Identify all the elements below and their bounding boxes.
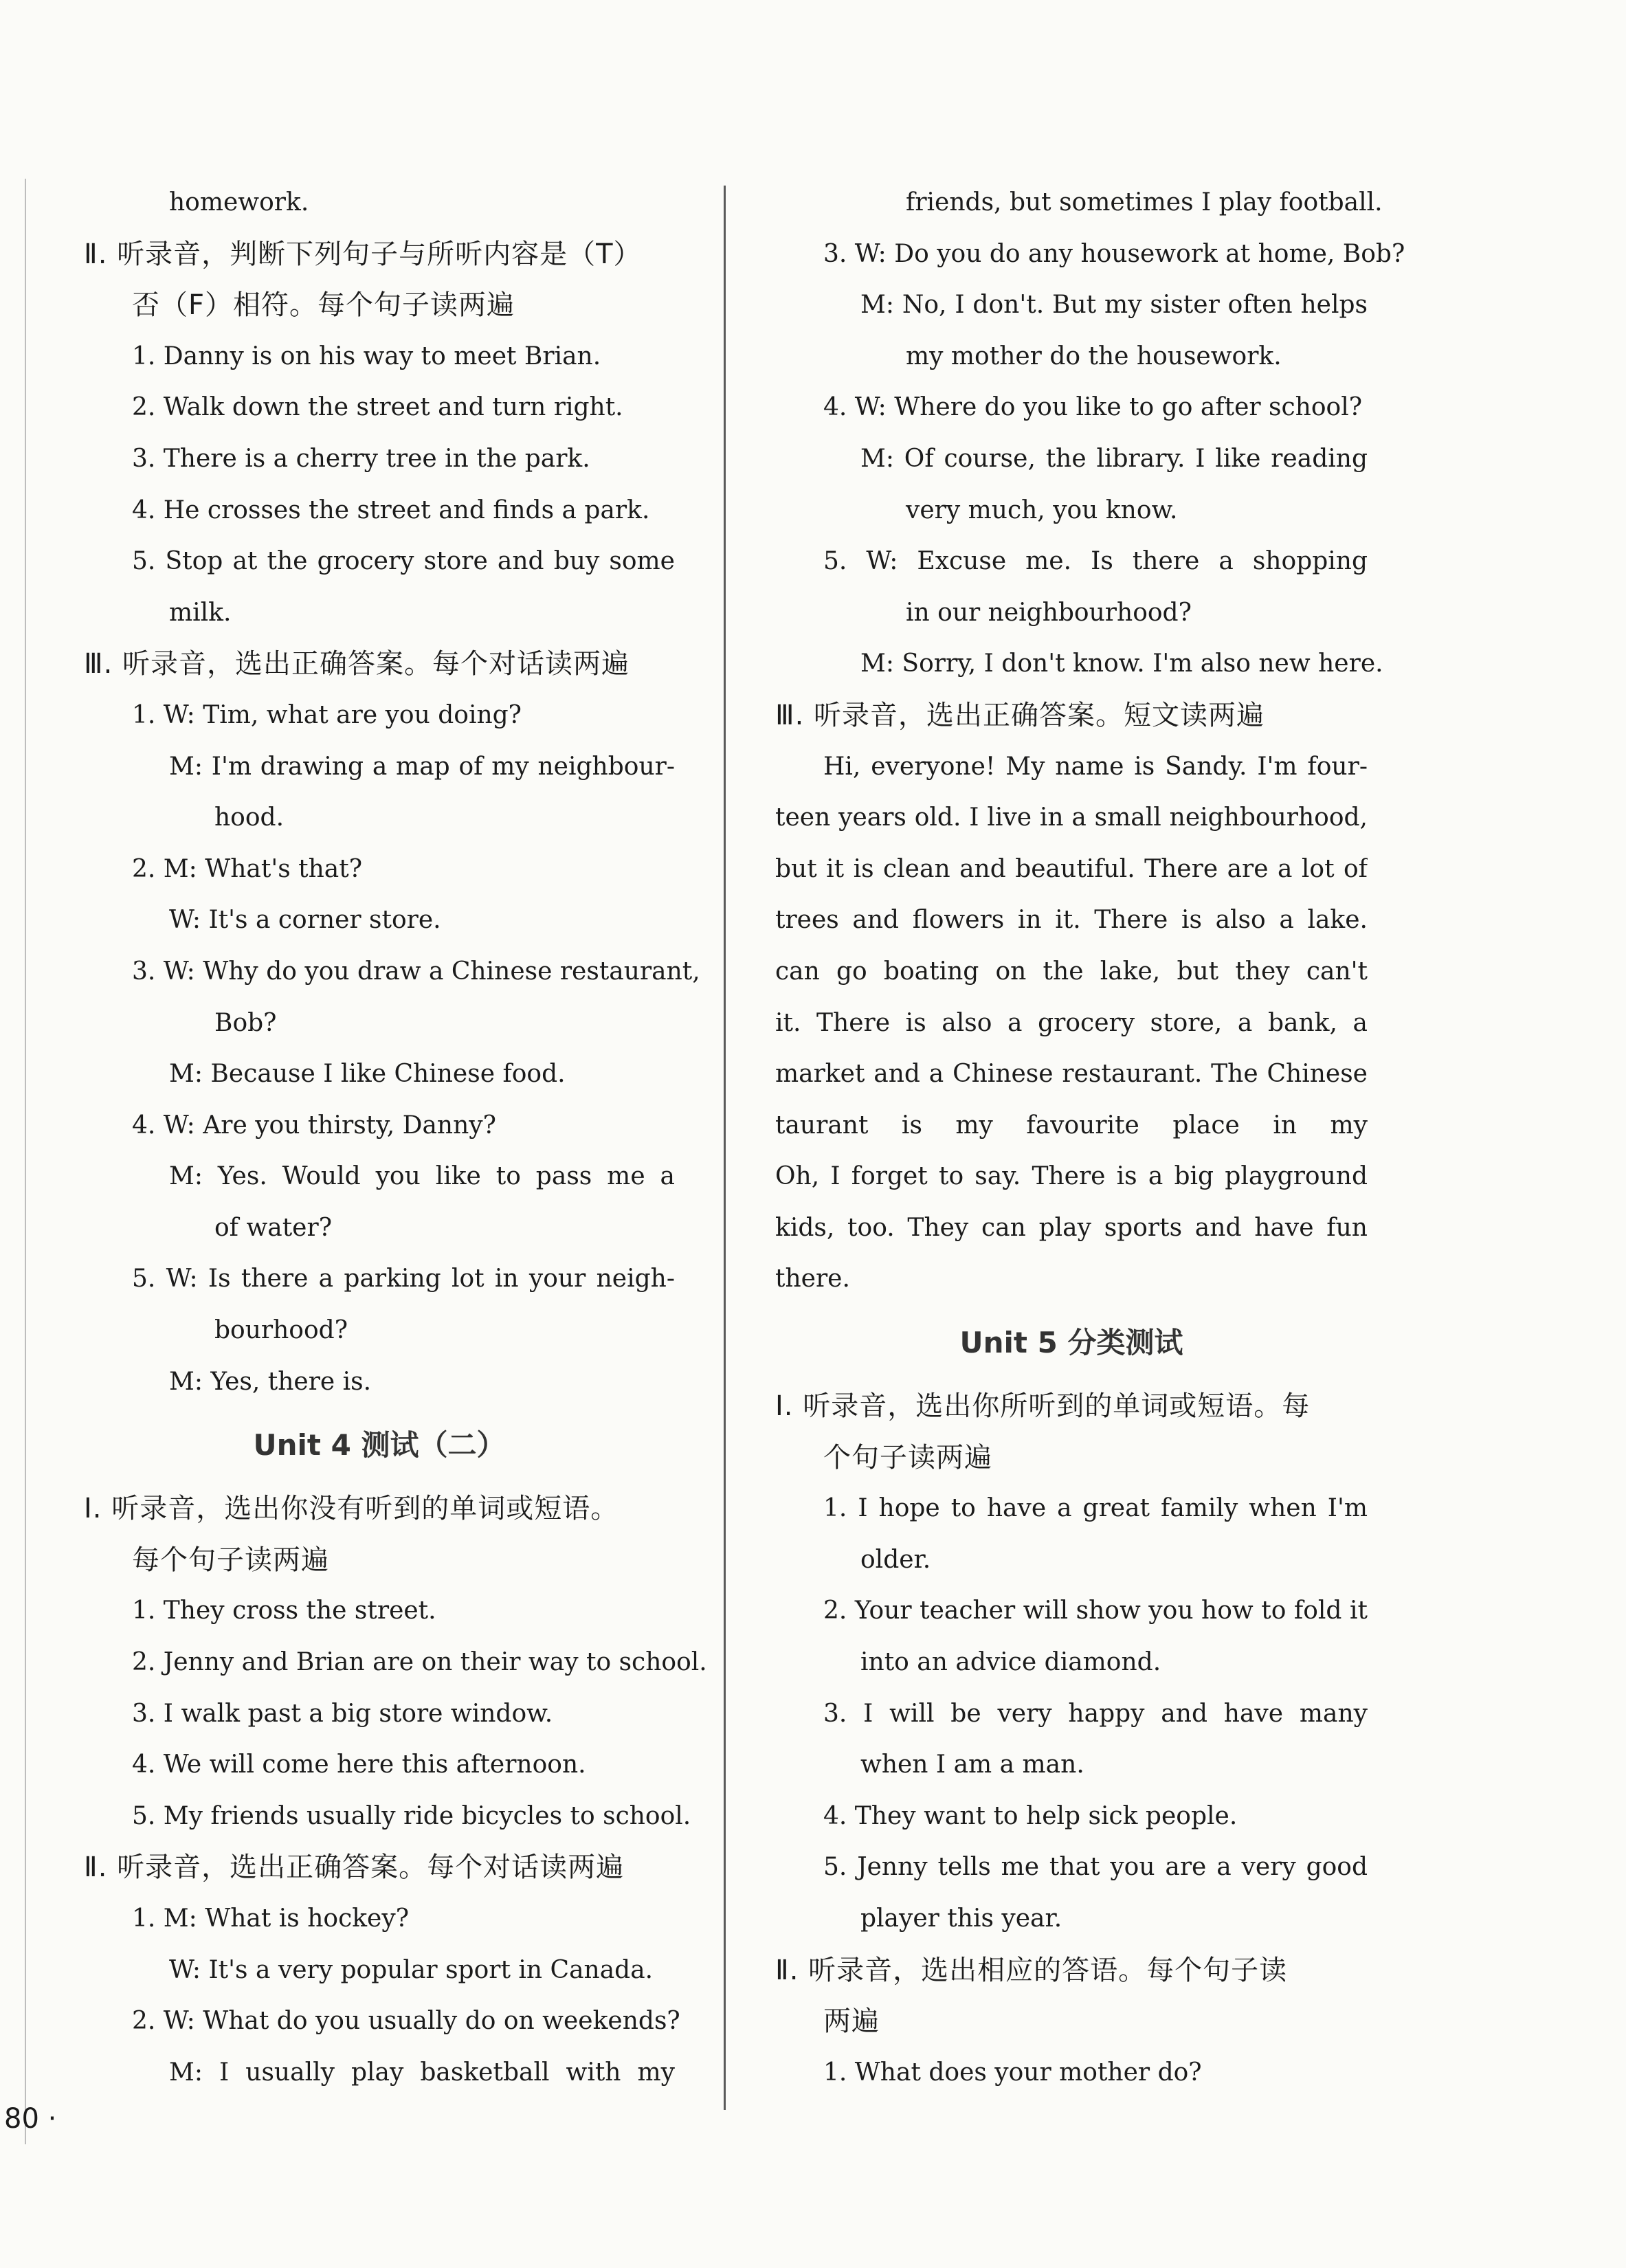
text-line: 4. W: Where do you like to go after school? [823,393,1363,422]
text-line: into an advice diamond. [860,1648,1161,1677]
text-line: of water? [214,1213,332,1242]
text-line: W: It's a corner store. [169,906,441,935]
text-line: M: No, I don't. But my sister often helps [860,291,1368,320]
text-line: player this year. [860,1904,1062,1933]
text-line: 2. Your teacher will show you how to fold it [823,1597,1368,1625]
text-line: M: Yes, there is. [169,1367,372,1396]
text-line: 1. Danny is on his way to meet Brian. [132,342,601,370]
right-column [775,177,1405,2098]
text-line: market and a Chinese restaurant. The Chinese [775,1060,1368,1089]
text-line: 3. I walk past a big store window. [132,1699,553,1728]
text-line: 2. M: What's that? [132,854,363,883]
unit-title: Unit 5 分类测试 [959,1326,1183,1360]
text-line: my mother do the housework. [906,342,1282,370]
section-heading: Ⅲ. 听录音，选出正确答案。每个对话读两遍 [84,648,630,680]
section-heading: Ⅰ. 听录音，选出你没有听到的单词或短语。 [84,1493,619,1525]
section-heading: Ⅱ. 听录音，选出正确答案。每个对话读两遍 [84,1852,625,1884]
text-line: 2. W: What do you usually do on weekends? [132,2007,680,2036]
text-line: there. [775,1265,850,1293]
text-line: it. There is also a grocery store, a bank, a [775,1008,1368,1037]
text-line: older. [860,1545,931,1574]
page-number: 80 · [4,2103,57,2135]
text-line: taurant is my favourite place in my [775,1111,1368,1139]
text-line: very much, you know. [906,496,1178,524]
text-line: 1. I hope to have a great family when I'm [823,1494,1368,1523]
section-heading: Ⅱ. 听录音，判断下列句子与所听内容是（T） [84,238,642,270]
section-heading: Ⅰ. 听录音，选出你所听到的单词或短语。每 [775,1390,1311,1423]
text-line: 3. I will be very happy and have many [823,1699,1368,1728]
section-heading: 每个句子读两遍 [132,1544,329,1576]
text-line: 1. W: Tim, what are you doing? [132,700,522,729]
text-line: Bob? [214,1008,277,1037]
text-line: M: Of course, the library. I like reading [860,444,1368,473]
left-column [84,177,707,2098]
section-heading: 个句子读两遍 [823,1441,992,1474]
text-line: 5. My friends usually ride bicycles to school. [132,1801,691,1830]
text-line: 1. M: What is hockey? [132,1904,409,1933]
text-line: 5. W: Excuse me. Is there a shopping [823,547,1368,576]
text-line: 5. Stop at the grocery store and buy some [132,547,675,576]
section-heading: 两遍 [823,2005,880,2038]
text-line: teen years old. I live in a small neighbourhood, [775,803,1368,832]
text-line: M: Sorry, I don't know. I'm also new here. [860,649,1383,678]
text-line: W: It's a very popular sport in Canada. [169,1955,654,1984]
page-margin-rule [25,179,26,2144]
text-line: 5. W: Is there a parking lot in your neigh- [132,1265,675,1293]
text-line: homework. [169,188,309,216]
text-line: M: Yes. Would you like to pass me a [169,1162,675,1191]
text-line: 1. They cross the street. [132,1597,436,1625]
text-line: 1. What does your mother do? [823,2058,1202,2087]
text-line: 3. There is a cherry tree in the park. [132,444,590,473]
column-divider [724,186,726,2110]
text-line: M: I usually play basketball with my [169,2058,675,2087]
text-line: 5. Jenny tells me that you are a very good [823,1853,1368,1882]
section-heading: Ⅲ. 听录音，选出正确答案。短文读两遍 [775,699,1265,731]
text-line: 4. They want to help sick people. [823,1801,1238,1830]
text-line: but it is clean and beautiful. There are a lot of [775,854,1368,883]
text-line: hood. [214,803,285,832]
text-line: 4. He crosses the street and finds a park. [132,496,650,524]
text-line: friends, but sometimes I play football. [906,188,1383,216]
text-line: 2. Walk down the street and turn right. [132,393,623,422]
unit-title: Unit 4 测试（二） [253,1428,506,1463]
text-line: can go boating on the lake, but they can't [775,957,1368,986]
text-line: bourhood? [214,1316,348,1345]
text-line: kids, too. They can play sports and have fun [775,1213,1368,1242]
text-line: 4. We will come here this afternoon. [132,1750,586,1779]
section-heading: 否（F）相符。每个句子读两遍 [132,289,515,322]
text-line: M: Because I like Chinese food. [169,1060,566,1089]
text-line: Hi, everyone! My name is Sandy. I'm four- [823,752,1368,781]
text-line: milk. [169,598,232,627]
text-line: 3. W: Do you do any housework at home, Bob? [823,239,1405,268]
section-heading: Ⅱ. 听录音，选出相应的答语。每个句子读 [775,1954,1288,1986]
text-line: trees and flowers in it. There is also a lake. [775,906,1368,935]
text-line: when I am a man. [860,1750,1084,1779]
text-line: 2. Jenny and Brian are on their way to school. [132,1648,707,1677]
text-line: 4. W: Are you thirsty, Danny? [132,1111,496,1139]
text-line: M: I'm drawing a map of my neighbour- [169,752,675,781]
text-line: Oh, I forget to say. There is a big playground [775,1162,1368,1191]
text-line: in our neighbourhood? [906,598,1192,627]
text-line: 3. W: Why do you draw a Chinese restaurant, [132,957,700,986]
